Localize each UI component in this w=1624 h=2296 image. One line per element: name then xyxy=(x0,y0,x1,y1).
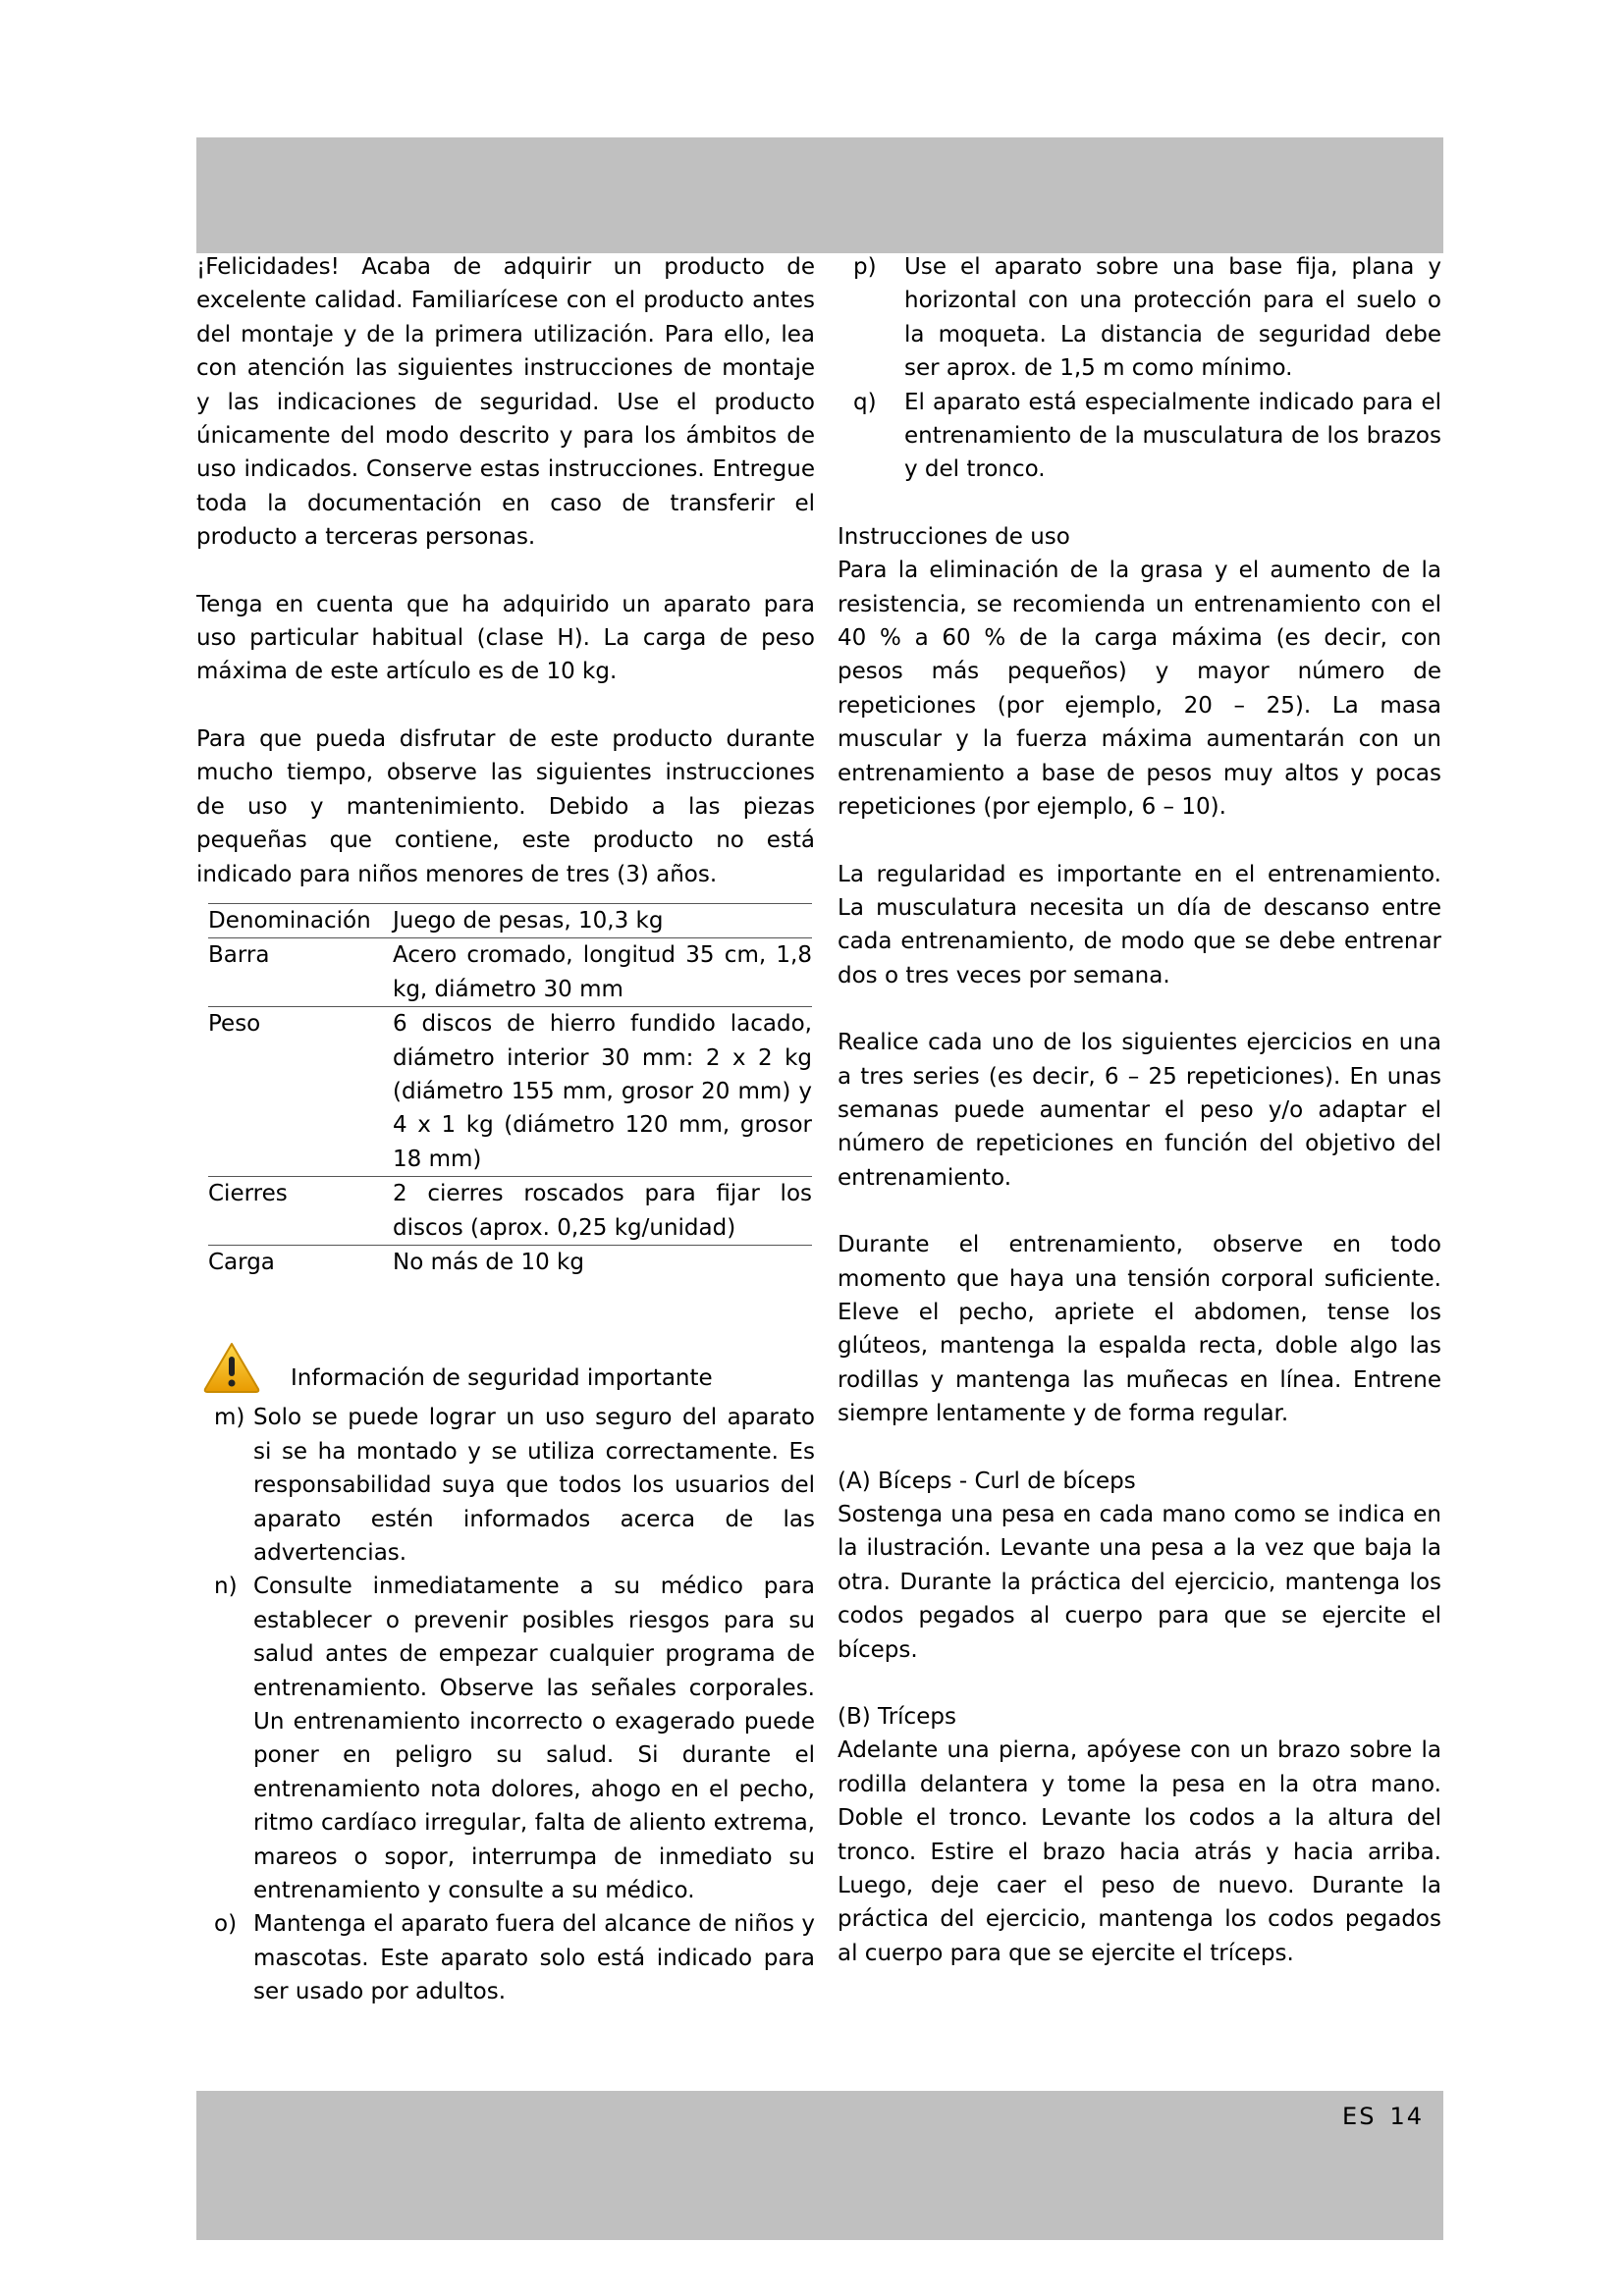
spec-value: 2 cierres roscados para fijar los discos (aprox. 0,25 kg/unidad) xyxy=(393,1177,812,1246)
spec-key: Cierres xyxy=(208,1177,393,1246)
table-row xyxy=(208,1177,812,1246)
table-row xyxy=(208,903,812,937)
safety-title: Información de seguridad importante xyxy=(291,1365,713,1392)
spec-value: 6 discos de hierro fundido lacado, diámetro interior 30 mm: 2 x 2 kg (diámetro 155 mm, grosor 20 mm) y 4 x 1 kg (diámetro 120 mm, grosor 18 mm) xyxy=(393,1007,812,1177)
header-band xyxy=(196,137,1443,253)
spec-key: Carga xyxy=(208,1245,393,1279)
list-marker: o) xyxy=(214,1911,238,1938)
list-marker: q) xyxy=(853,389,877,415)
list-item xyxy=(214,1570,815,1907)
right-column xyxy=(838,250,1441,1970)
list-item xyxy=(214,1907,815,2008)
spec-key: Barra xyxy=(208,938,393,1007)
list-item xyxy=(853,250,1441,386)
spec-key: Peso xyxy=(208,1007,393,1177)
care-note-paragraph: Para que pueda disfrutar de este producto durante mucho tiempo, observe las siguientes instrucciones de uso y mantenimiento. Debido a las piezas pequeñas que contiene, este producto no está indicado para niños menores de tres (3) años. xyxy=(196,725,815,887)
left-column xyxy=(196,250,815,2009)
table-row xyxy=(208,938,812,1007)
list-marker: p) xyxy=(853,254,877,280)
page-number-value: 14 xyxy=(1389,2103,1424,2130)
page-number xyxy=(1342,2103,1424,2130)
exercise-a-text: Sostenga una pesa en cada mano como se indica en la ilustración. Levante una pesa a la vez que baja la otra. Durante la práctica del ejercicio, mantenga los codos pegados al cuerpo para que se ejercite el bíceps. xyxy=(838,1502,1441,1663)
safety-list-left xyxy=(214,1401,815,2008)
list-marker: m) xyxy=(214,1405,245,1431)
usage-paragraph-3: Realice cada uno de los siguientes ejercicios en una a tres series (es decir, 6 – 25 repeticiones). En unas semanas puede aumentar el peso y/o adaptar el número de repeticiones en función del objetivo del entrenamiento. xyxy=(838,1030,1441,1191)
list-marker: n) xyxy=(214,1574,238,1600)
warning-icon xyxy=(202,1341,261,1394)
list-text: Consulte inmediatamente a su médico para establecer o prevenir posibles riesgos para su salud antes de empezar cualquier programa de entrenamiento. Observe las señales corporales. Un entrenamiento incorrecto o exagerado puede poner en peligro su salud. Si durante el entrenamiento nota dolores, ahogo en el pecho, ritmo cardíaco irregular, falta de aliento extrema, mareos o sopor, interrumpa de inmediato su entrenamiento y consulte a su médico. xyxy=(253,1574,815,1904)
table-row xyxy=(208,1007,812,1177)
table-row xyxy=(208,1245,812,1279)
exercise-a-title: (A) Bíceps - Curl de bíceps xyxy=(838,1468,1136,1494)
exercise-b-text: Adelante una pierna, apóyese con un brazo sobre la rodilla delantera y tome la pesa en la otra mano. Doble el tronco. Levante los codos a la altura del tronco. Estire el brazo hacia atrás y hacia arriba. Luego, deje caer el peso de nuevo. Durante la práctica del ejercicio, mantenga los codos pegados al cuerpo para que se ejercite el tríceps. xyxy=(838,1737,1441,1966)
spec-value: Acero cromado, longitud 35 cm, 1,8 kg, diámetro 30 mm xyxy=(393,938,812,1007)
spec-table xyxy=(208,903,812,1279)
usage-title: Instrucciones de uso xyxy=(838,523,1070,550)
exercise-b-title: (B) Tríceps xyxy=(838,1704,956,1731)
safety-list-right xyxy=(853,250,1441,487)
list-text: Use el aparato sobre una base fija, plana y horizontal con una protección para el suelo o la moqueta. La distancia de seguridad debe ser aprox. de 1,5 m como mínimo. xyxy=(904,254,1441,382)
class-note-paragraph: Tenga en cuenta que ha adquirido un aparato para uso particular habitual (clase H). La carga de peso máxima de este artículo es de 10 kg. xyxy=(196,591,815,685)
spec-value: No más de 10 kg xyxy=(393,1245,812,1279)
list-text: Mantenga el aparato fuera del alcance de niños y mascotas. Este aparato solo está indicado para ser usado por adultos. xyxy=(253,1911,815,2005)
list-item xyxy=(214,1401,815,1570)
usage-paragraph-1: Para la eliminación de la grasa y el aumento de la resistencia, se recomienda un entrenamiento con el 40 % a 60 % de la carga máxima (es decir, con pesos más pequeños) y mayor número de repeticiones (por ejemplo, 20 – 25). La masa muscular y la fuerza máxima aumentarán con un entrenamiento a base de pesos muy altos y pocas repeticiones (por ejemplo, 6 – 10). xyxy=(838,558,1441,821)
list-text: El aparato está especialmente indicado para el entrenamiento de la musculatura de los brazos y del tronco. xyxy=(904,389,1441,483)
usage-paragraph-2: La regularidad es importante en el entrenamiento. La musculatura necesita un día de descanso entre cada entrenamiento, de modo que se debe entrenar dos o tres veces por semana. xyxy=(838,861,1441,988)
footer-band xyxy=(196,2091,1443,2240)
safety-heading xyxy=(202,1338,815,1397)
spec-key: Denominación xyxy=(208,903,393,937)
usage-paragraph-4: Durante el entrenamiento, observe en todo momento que haya una tensión corporal suficiente. Eleve el pecho, apriete el abdomen, tense los glúteos, mantenga la espalda recta, doble algo las rodillas y mantenga las muñecas en línea. Entrene siempre lentamente y de forma regular. xyxy=(838,1232,1441,1427)
list-item xyxy=(853,386,1441,487)
spec-value: Juego de pesas, 10,3 kg xyxy=(393,903,812,937)
intro-paragraph: ¡Felicidades! Acaba de adquirir un producto de excelente calidad. Familiarícese con el producto antes del montaje y de la primera utilización. Para ello, lea con atención las siguientes instrucciones de montaje y las indicaciones de seguridad. Use el producto únicamente del modo descrito y para los ámbitos de uso indicados. Conserve estas instrucciones. Entregue toda la documentación en caso de transferir el producto a terceras personas. xyxy=(196,254,815,551)
language-code: ES xyxy=(1342,2103,1377,2130)
list-text: Solo se puede lograr un uso seguro del aparato si se ha montado y se utiliza correctamente. Es responsabilidad suya que todos los usuarios del aparato estén informados acerca de las advertencias. xyxy=(253,1405,815,1566)
